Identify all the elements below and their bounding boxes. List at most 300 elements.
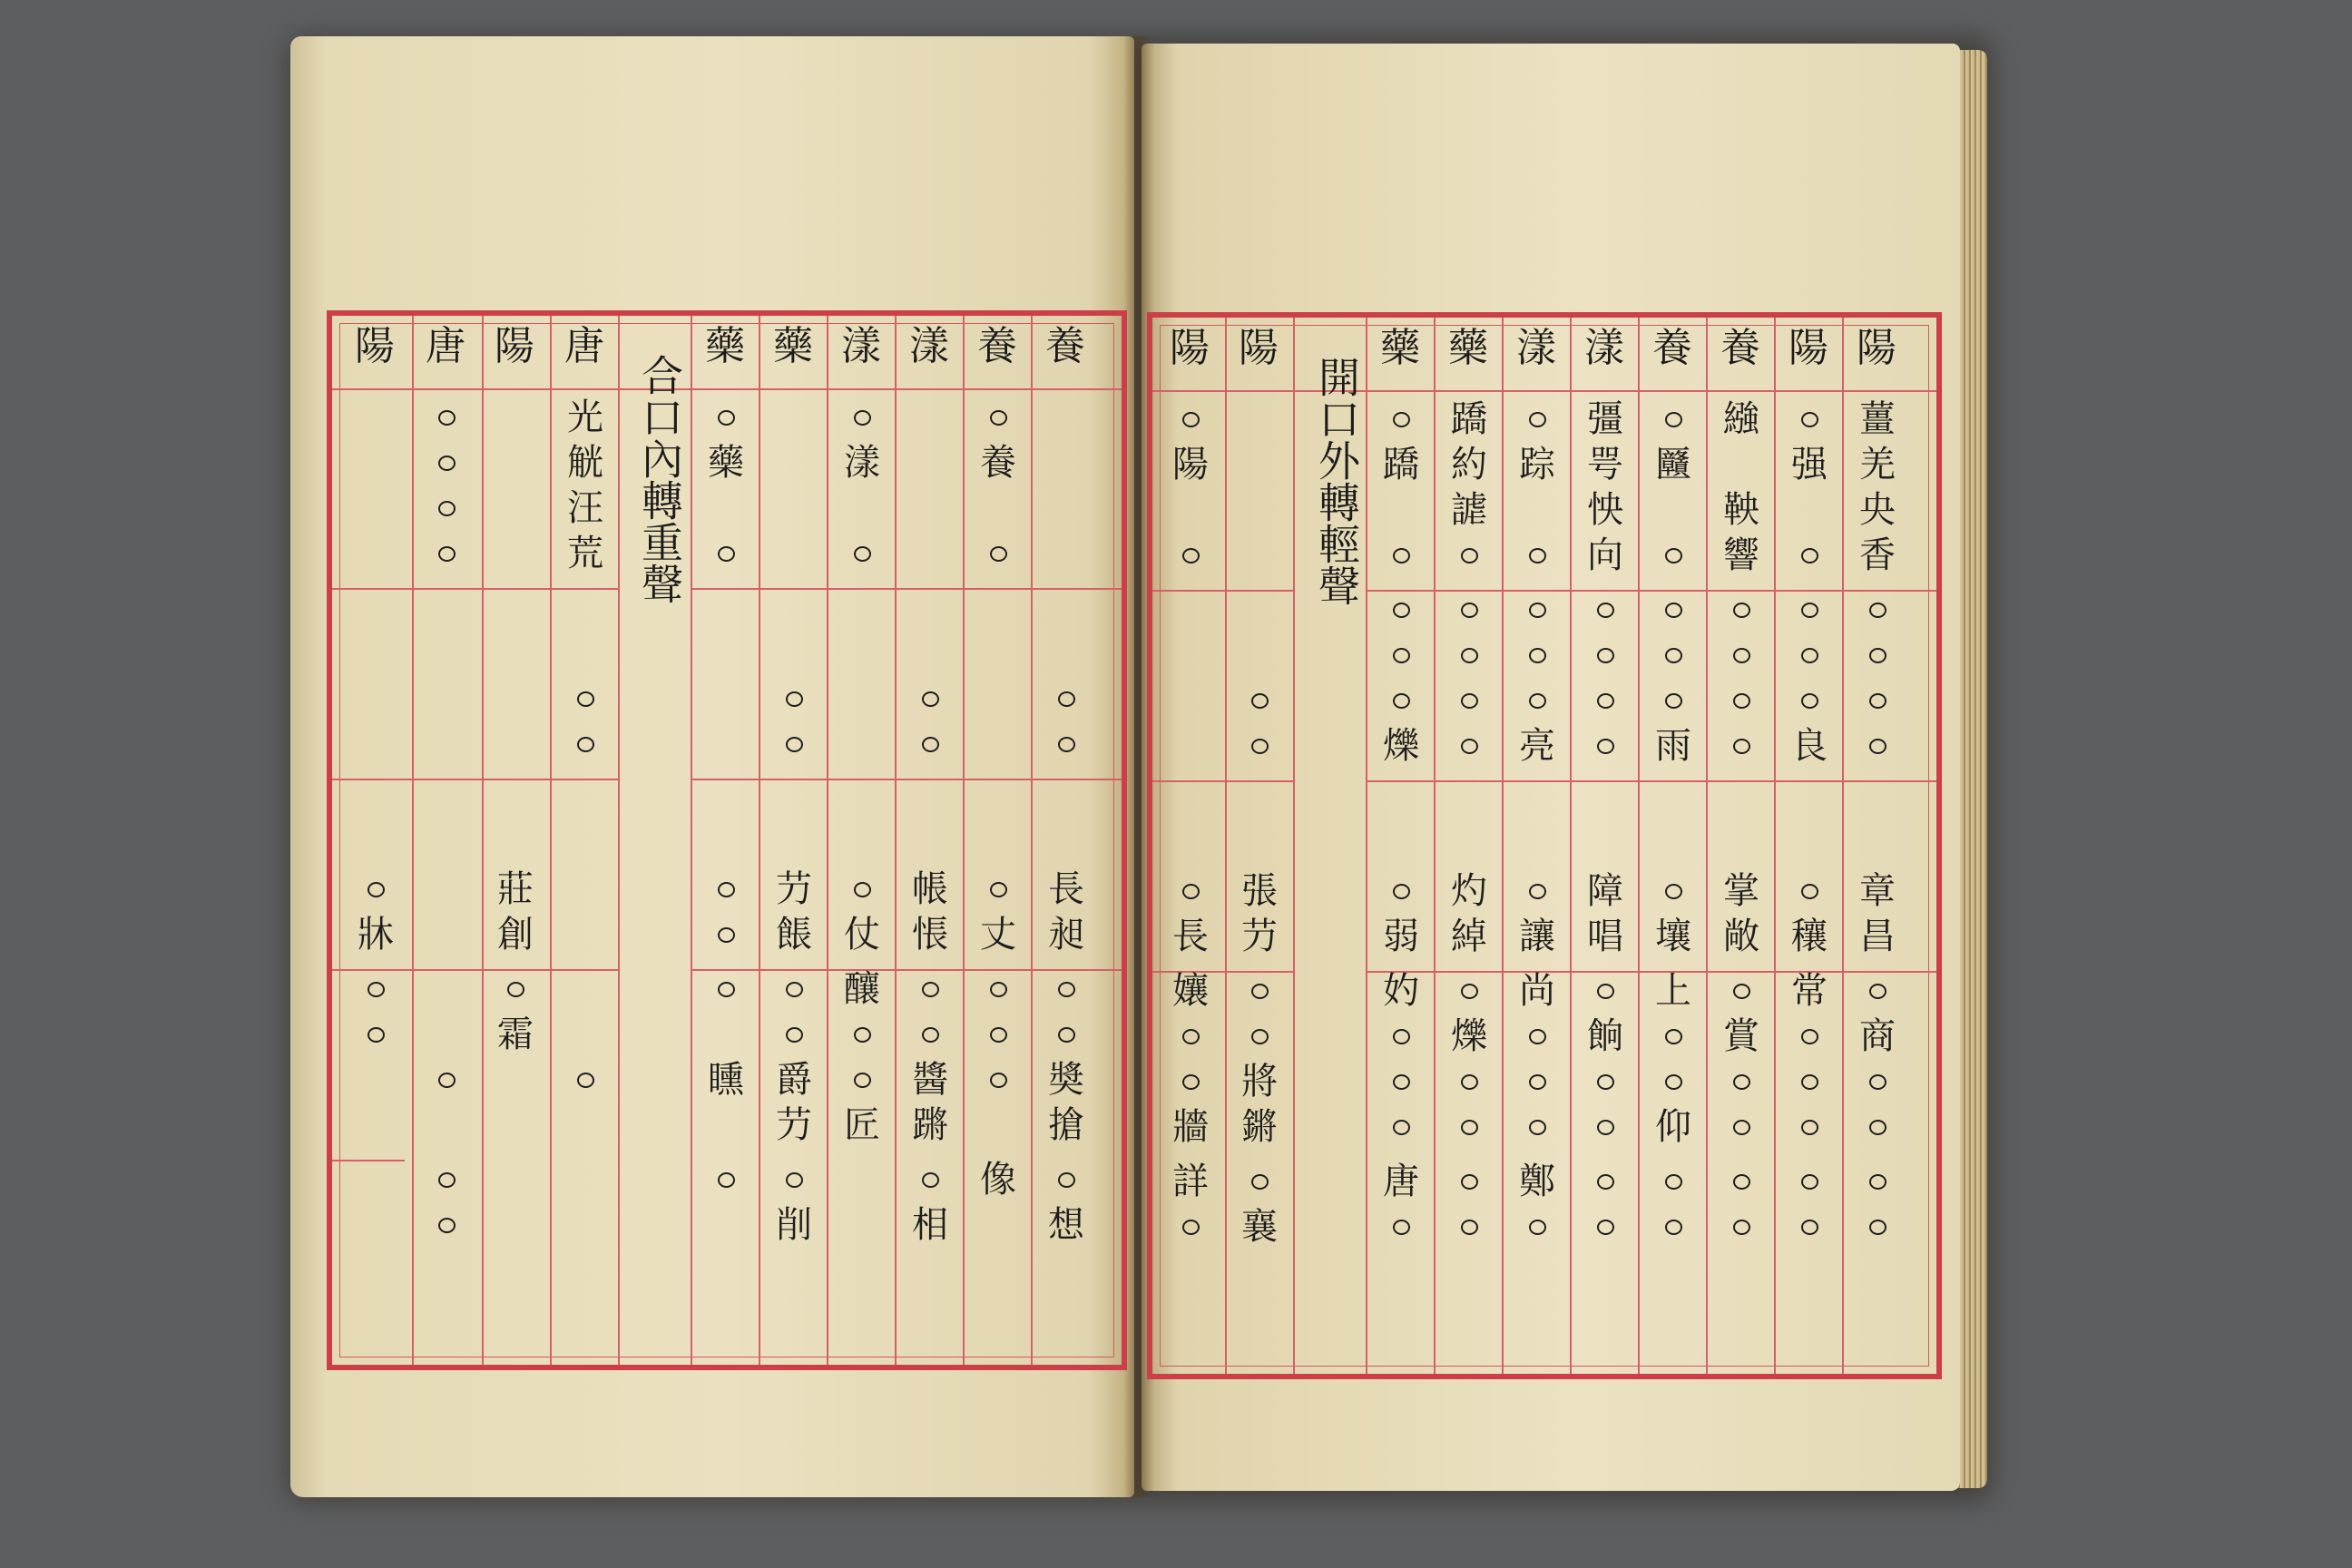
- circle-icon: [1733, 1174, 1750, 1190]
- circle-icon: [1529, 1074, 1546, 1090]
- circle-icon: [1801, 1074, 1818, 1090]
- table-cell-char: 讓: [1519, 916, 1555, 957]
- circle-icon: [1461, 1074, 1478, 1090]
- circle-icon: [1869, 1074, 1886, 1090]
- table-cell-char: 爍: [1383, 725, 1419, 767]
- table-cell-char: 昶: [1048, 914, 1084, 956]
- table-cell-char: 牆: [1172, 1106, 1209, 1148]
- circle-icon: [577, 1073, 594, 1088]
- empty-circle-mark: [414, 1203, 479, 1247]
- table-cell-char: [483, 1158, 548, 1201]
- circle-icon: [1597, 1220, 1614, 1235]
- table-cell-char: [1368, 488, 1434, 532]
- circle-icon: [368, 982, 385, 997]
- column-header: 陽: [1239, 325, 1279, 371]
- empty-circle-mark: [1641, 534, 1706, 577]
- empty-circle-mark: [1573, 1160, 1638, 1203]
- table-cell-char: [1777, 488, 1842, 532]
- empty-circle-mark: [1436, 724, 1502, 768]
- circle-icon: [1801, 1029, 1818, 1044]
- table-cell-char: 養: [980, 442, 1016, 484]
- table-cell-char: [1777, 779, 1842, 822]
- circle-icon: [1665, 1029, 1682, 1044]
- table-cell-char: [1436, 824, 1502, 867]
- table-cell-char: 莊: [497, 868, 534, 910]
- circle-icon: [922, 1027, 939, 1043]
- empty-circle-mark: [1573, 724, 1638, 768]
- circle-icon: [854, 1073, 871, 1088]
- table-cell-char: 灼: [1451, 870, 1487, 912]
- table-cell-char: [414, 586, 479, 630]
- circle-icon: [1461, 693, 1478, 709]
- table-cell-char: 穰: [1791, 916, 1828, 957]
- circle-icon: [1869, 739, 1886, 754]
- circle-icon: [1733, 603, 1750, 618]
- table-cell-char: 長: [1048, 868, 1084, 910]
- table-cell-char: 牀: [358, 914, 394, 956]
- circle-icon: [1801, 648, 1818, 663]
- table-cell-char: 芀: [776, 1104, 812, 1146]
- circle-icon: [1251, 984, 1269, 999]
- empty-circle-mark: [1845, 633, 1910, 677]
- circle-icon: [1665, 1174, 1682, 1190]
- table-cell-char: 藥: [708, 442, 744, 484]
- table-cell-char: [829, 586, 895, 630]
- circle-icon: [1058, 982, 1075, 997]
- table-cell-char: [965, 822, 1031, 866]
- table-cell-char: [1158, 724, 1223, 768]
- table-cell-char: [414, 632, 479, 675]
- table-cell-char: 像: [980, 1159, 1016, 1200]
- table-cell-char: [483, 632, 548, 675]
- table-cell-char: 相: [912, 1204, 948, 1246]
- circle-icon: [1869, 648, 1886, 663]
- empty-circle-mark: [1227, 679, 1292, 722]
- column-header: 漾: [841, 323, 881, 369]
- circle-icon: [1251, 1174, 1269, 1190]
- table-cell-char: 仗: [844, 914, 880, 956]
- empty-circle-mark: [1504, 869, 1570, 913]
- column-header: 唐: [564, 323, 604, 369]
- table-cell-char: [1158, 679, 1223, 722]
- table-cell-char: 想: [1048, 1204, 1084, 1246]
- empty-circle-mark: [1368, 1060, 1434, 1103]
- table-cell-char: [965, 486, 1031, 530]
- empty-circle-mark: [1573, 969, 1638, 1013]
- table-cell-char: [829, 1203, 895, 1247]
- empty-circle-mark: [1504, 588, 1570, 632]
- empty-circle-mark: [1158, 534, 1223, 577]
- circle-icon: [786, 737, 803, 752]
- empty-circle-mark: [1368, 633, 1434, 677]
- table-cell-char: 踪: [1519, 444, 1555, 485]
- table-cell-char: [1709, 779, 1774, 822]
- circle-icon: [438, 501, 456, 516]
- table-cell-char: [553, 913, 618, 956]
- circle-icon: [786, 1027, 803, 1043]
- table-cell-char: [483, 586, 548, 630]
- circle-icon: [1058, 737, 1075, 752]
- table-cell-char: 綽: [1451, 916, 1487, 957]
- empty-circle-mark: [1709, 679, 1774, 722]
- empty-circle-mark: [1573, 1105, 1638, 1149]
- table-cell-char: [414, 822, 479, 866]
- table-cell-char: [553, 586, 618, 630]
- empty-circle-mark: [1158, 869, 1223, 913]
- table-cell-char: [1227, 824, 1292, 867]
- empty-circle-mark: [1777, 679, 1842, 722]
- table-cell-char: [693, 632, 759, 675]
- empty-circle-mark: [693, 1158, 759, 1201]
- empty-circle-mark: [1573, 679, 1638, 722]
- empty-circle-mark: [693, 532, 759, 575]
- empty-circle-mark: [897, 677, 963, 720]
- circle-icon: [718, 546, 735, 562]
- table-cell-char: 蹻: [1451, 398, 1487, 440]
- empty-circle-mark: [693, 867, 759, 911]
- table-cell-char: 香: [1859, 534, 1896, 576]
- empty-circle-mark: [1436, 588, 1502, 632]
- table-cell-char: [1777, 824, 1842, 867]
- circle-icon: [368, 1027, 385, 1043]
- table-cell-char: [343, 722, 408, 766]
- circle-icon: [1801, 548, 1818, 564]
- circle-icon: [1393, 1120, 1410, 1135]
- table-cell-char: [693, 822, 759, 866]
- table-cell-char: [1227, 779, 1292, 822]
- table-cell-char: 詳: [1172, 1161, 1209, 1202]
- column-header: 陽: [1857, 325, 1896, 371]
- empty-circle-mark: [1777, 397, 1842, 441]
- circle-icon: [1665, 548, 1682, 564]
- empty-circle-mark: [1709, 1205, 1774, 1249]
- circle-icon: [854, 1027, 871, 1043]
- table-cell-char: 約: [1451, 444, 1487, 485]
- empty-circle-mark: [1504, 1014, 1570, 1058]
- column-header: 養: [977, 323, 1017, 369]
- table-cell-char: [1436, 779, 1502, 822]
- circle-icon: [1597, 1074, 1614, 1090]
- empty-circle-mark: [1504, 1105, 1570, 1149]
- empty-circle-mark: [1709, 588, 1774, 632]
- column-header: 藥: [1448, 325, 1488, 371]
- column-header: 漾: [1516, 325, 1556, 371]
- empty-circle-mark: [1504, 679, 1570, 722]
- table-cell-char: 匠: [844, 1104, 880, 1146]
- circle-icon: [1529, 1029, 1546, 1044]
- empty-circle-mark: [1368, 869, 1434, 913]
- circle-icon: [1461, 548, 1478, 564]
- circle-icon: [1529, 884, 1546, 899]
- table-cell-char: [965, 677, 1031, 720]
- circle-icon: [786, 982, 803, 997]
- table-cell-char: [483, 396, 548, 439]
- table-cell-char: 雨: [1655, 725, 1691, 767]
- empty-circle-mark: [1504, 397, 1570, 441]
- empty-circle-mark: [1709, 1160, 1774, 1203]
- table-cell-char: [414, 677, 479, 720]
- empty-circle-mark: [1034, 967, 1099, 1011]
- circle-icon: [1182, 1220, 1200, 1235]
- table-cell-char: 掌: [1723, 870, 1759, 912]
- empty-circle-mark: [1436, 1160, 1502, 1203]
- table-cell-char: [897, 396, 963, 439]
- circle-icon: [854, 410, 871, 426]
- table-cell-char: 帳: [912, 868, 948, 910]
- empty-circle-mark: [1845, 1205, 1910, 1249]
- circle-icon: [1393, 884, 1410, 899]
- table-cell-char: [693, 1013, 759, 1056]
- circle-icon: [1393, 693, 1410, 709]
- empty-circle-mark: [965, 396, 1031, 439]
- table-cell-char: [761, 486, 827, 530]
- empty-circle-mark: [1227, 969, 1292, 1013]
- table-cell-char: 怏: [1587, 489, 1623, 531]
- table-cell-char: 釀: [844, 968, 880, 1010]
- empty-circle-mark: [1709, 1105, 1774, 1149]
- table-cell-char: [1504, 824, 1570, 867]
- table-cell-char: 唱: [1587, 916, 1623, 957]
- empty-circle-mark: [965, 867, 1031, 911]
- table-cell-char: [761, 586, 827, 630]
- empty-circle-mark: [1641, 679, 1706, 722]
- empty-circle-mark: [1709, 724, 1774, 768]
- table-cell-char: 賞: [1723, 1015, 1759, 1057]
- column-header: 陽: [1788, 325, 1828, 371]
- table-cell-char: [829, 722, 895, 766]
- table-cell-char: 芀: [776, 868, 812, 910]
- circle-icon: [718, 882, 735, 897]
- circle-icon: [1869, 984, 1886, 999]
- circle-icon: [1461, 1120, 1478, 1135]
- empty-circle-mark: [1436, 534, 1502, 577]
- empty-circle-mark: [1504, 1205, 1570, 1249]
- circle-icon: [718, 982, 735, 997]
- table-cell-char: 鏘: [1241, 1106, 1278, 1148]
- table-cell-char: [1368, 779, 1434, 822]
- empty-circle-mark: [1573, 633, 1638, 677]
- empty-circle-mark: [1777, 869, 1842, 913]
- empty-circle-mark: [1641, 869, 1706, 913]
- circle-icon: [1733, 1074, 1750, 1090]
- table-cell-char: 張: [1241, 870, 1278, 912]
- empty-circle-mark: [343, 1013, 408, 1056]
- circle-icon: [1869, 693, 1886, 709]
- column-header: 養: [1720, 325, 1760, 371]
- empty-circle-mark: [761, 1013, 827, 1056]
- empty-circle-mark: [1641, 397, 1706, 441]
- circle-icon: [1869, 1120, 1886, 1135]
- empty-circle-mark: [414, 441, 479, 485]
- circle-icon: [1058, 691, 1075, 707]
- circle-icon: [990, 882, 1007, 897]
- table-cell-char: [897, 586, 963, 630]
- table-cell-char: [1504, 779, 1570, 822]
- empty-circle-mark: [761, 722, 827, 766]
- table-cell-char: [761, 822, 827, 866]
- table-cell-char: 響: [1723, 534, 1759, 576]
- circle-icon: [1597, 1120, 1614, 1135]
- circle-icon: [1461, 1220, 1478, 1235]
- circle-icon: [1461, 648, 1478, 663]
- circle-icon: [1665, 884, 1682, 899]
- table-cell-char: [414, 1103, 479, 1147]
- empty-circle-mark: [414, 1158, 479, 1201]
- circle-icon: [1182, 884, 1200, 899]
- empty-circle-mark: [1573, 1060, 1638, 1103]
- section-title: 開口外轉輕聲: [1312, 356, 1361, 606]
- table-cell-char: [483, 822, 548, 866]
- table-cell-char: [343, 532, 408, 575]
- circle-icon: [1393, 603, 1410, 618]
- circle-icon: [1182, 548, 1200, 564]
- table-cell-char: 將: [1241, 1061, 1278, 1102]
- column-header: 陽: [1170, 325, 1210, 371]
- empty-circle-mark: [553, 1058, 618, 1102]
- empty-circle-mark: [1641, 1160, 1706, 1203]
- table-cell-char: [1034, 532, 1099, 575]
- table-cell-char: 創: [497, 914, 534, 956]
- table-cell-char: [965, 632, 1031, 675]
- table-cell-char: 上: [1655, 970, 1691, 1012]
- empty-circle-mark: [1227, 1014, 1292, 1058]
- circle-icon: [854, 546, 871, 562]
- table-cell-char: [414, 1013, 479, 1056]
- table-cell-char: 鞅: [1723, 489, 1759, 531]
- empty-circle-mark: [965, 1013, 1031, 1056]
- empty-circle-mark: [1709, 1060, 1774, 1103]
- table-cell-char: [553, 1013, 618, 1056]
- table-cell-char: 爵: [776, 1059, 812, 1101]
- circle-icon: [922, 1172, 939, 1188]
- circle-icon: [1733, 693, 1750, 709]
- empty-circle-mark: [1777, 1105, 1842, 1149]
- table-cell-char: 常: [1791, 970, 1828, 1012]
- table-cell-char: [1504, 488, 1570, 532]
- empty-circle-mark: [693, 967, 759, 1011]
- table-cell-char: [483, 441, 548, 485]
- table-cell-char: 繈: [1723, 398, 1759, 440]
- circle-icon: [990, 1073, 1007, 1088]
- table-cell-char: 咢: [1587, 444, 1623, 485]
- circle-icon: [1529, 1220, 1546, 1235]
- circle-icon: [1529, 648, 1546, 663]
- table-cell-char: 丈: [980, 914, 1016, 956]
- table-cell-char: [897, 532, 963, 575]
- table-cell-char: [1034, 822, 1099, 866]
- empty-circle-mark: [829, 867, 895, 911]
- empty-circle-mark: [553, 722, 618, 766]
- column-header: 養: [1652, 325, 1692, 371]
- table-cell-char: 爍: [1451, 1015, 1487, 1057]
- empty-circle-mark: [1845, 679, 1910, 722]
- circle-icon: [990, 982, 1007, 997]
- circle-icon: [1801, 1220, 1818, 1235]
- empty-circle-mark: [1641, 1060, 1706, 1103]
- table-cell-char: 强: [1791, 444, 1828, 485]
- circle-icon: [1058, 1172, 1075, 1188]
- table-cell-char: [1034, 586, 1099, 630]
- table-cell-char: 觥: [567, 442, 603, 484]
- empty-circle-mark: [1573, 588, 1638, 632]
- circle-icon: [1733, 739, 1750, 754]
- table-cell-char: [897, 486, 963, 530]
- table-cell-char: [1709, 443, 1774, 486]
- table-cell-char: [829, 677, 895, 720]
- table-cell-char: 薑: [1859, 398, 1896, 440]
- circle-icon: [1461, 1174, 1478, 1190]
- circle-icon: [1869, 603, 1886, 618]
- table-cell-char: [1641, 779, 1706, 822]
- table-cell-char: [693, 1203, 759, 1247]
- table-cell-char: [414, 867, 479, 911]
- circle-icon: [718, 1172, 735, 1188]
- table-cell-char: [965, 586, 1031, 630]
- table-cell-char: [1227, 397, 1292, 441]
- table-cell-char: [483, 532, 548, 575]
- empty-circle-mark: [1436, 1105, 1502, 1149]
- empty-circle-mark: [829, 1058, 895, 1102]
- table-cell-char: [553, 632, 618, 675]
- table-cell-char: [343, 1158, 408, 1201]
- circle-icon: [1597, 603, 1614, 618]
- empty-circle-mark: [1158, 397, 1223, 441]
- table-cell-char: [761, 396, 827, 439]
- circle-icon: [990, 546, 1007, 562]
- empty-circle-mark: [829, 532, 895, 575]
- circle-icon: [1665, 412, 1682, 427]
- circle-icon: [1251, 693, 1269, 709]
- table-cell-char: [1034, 396, 1099, 439]
- empty-circle-mark: [1158, 1205, 1223, 1249]
- empty-circle-mark: [1504, 633, 1570, 677]
- circle-icon: [1461, 603, 1478, 618]
- empty-circle-mark: [1158, 1014, 1223, 1058]
- table-cell-char: [343, 586, 408, 630]
- table-cell-char: [553, 822, 618, 866]
- circle-icon: [718, 927, 735, 943]
- section-title: 合口內轉重聲: [635, 354, 684, 604]
- circle-icon: [438, 1073, 456, 1088]
- table-cell-char: [897, 441, 963, 485]
- circle-icon: [577, 691, 594, 707]
- circle-icon: [1733, 1120, 1750, 1135]
- table-cell-char: 削: [776, 1204, 812, 1246]
- table-cell-char: [693, 677, 759, 720]
- table-cell-char: 亮: [1519, 725, 1555, 767]
- empty-circle-mark: [761, 1158, 827, 1201]
- circle-icon: [438, 410, 456, 426]
- table-cell-char: 敞: [1723, 916, 1759, 957]
- circle-icon: [1801, 1120, 1818, 1135]
- table-cell-char: [414, 913, 479, 956]
- table-cell-char: [1158, 633, 1223, 677]
- table-cell-char: 汪: [567, 487, 603, 529]
- circle-icon: [1733, 984, 1750, 999]
- table-cell-char: [553, 1203, 618, 1247]
- empty-circle-mark: [1368, 534, 1434, 577]
- table-cell-char: 奬: [1048, 1059, 1084, 1101]
- column-header: 藥: [1380, 325, 1420, 371]
- table-cell-char: 陽: [1172, 444, 1209, 485]
- table-cell-char: [343, 396, 408, 439]
- empty-circle-mark: [1504, 1060, 1570, 1103]
- table-cell-char: [553, 867, 618, 911]
- table-cell-char: [414, 967, 479, 1011]
- table-cell-char: [693, 486, 759, 530]
- circle-icon: [1182, 1029, 1200, 1044]
- left-rhyme-table: [327, 310, 1127, 1370]
